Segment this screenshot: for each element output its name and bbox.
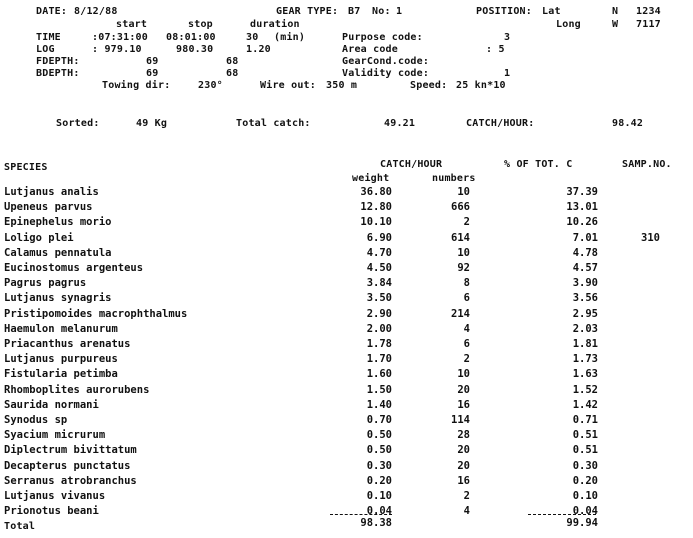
species-name: Calamus pennatula [4, 247, 112, 259]
species-name: Haemulon melanurum [4, 323, 118, 335]
fdepth-start: 69 [146, 56, 159, 67]
pct-of-total: 1.52 [572, 384, 598, 396]
pct-of-total: 0.51 [572, 444, 598, 456]
bdepth-label: BDEPTH: [36, 68, 80, 79]
numbers-subheader: numbers [432, 173, 476, 184]
pct-of-total: 0.04 [572, 505, 598, 517]
catch-weight: 0.70 [366, 414, 392, 426]
speed-label: Speed: [410, 80, 448, 91]
catch-weight: 2.00 [366, 323, 392, 335]
catch-weight: 0.20 [366, 475, 392, 487]
catch-numbers: 10 [457, 368, 470, 380]
catch-weight: 0.10 [366, 490, 392, 502]
pct-of-total: 0.51 [572, 429, 598, 441]
species-name: Epinephelus morio [4, 216, 112, 228]
catch-weight: 0.50 [366, 429, 392, 441]
total-label: Total [4, 521, 36, 532]
catch-numbers: 2 [463, 490, 470, 502]
species-name: Saurida normani [4, 399, 99, 411]
gearcond-code-label: GearCond.code: [342, 56, 430, 67]
catch-numbers: 666 [451, 201, 470, 213]
fdepth-label: FDEPTH: [36, 56, 80, 67]
catch-numbers: 20 [457, 460, 470, 472]
station-no-value: 1 [396, 6, 403, 17]
catch-weight: 1.78 [366, 338, 392, 350]
purpose-code-value: 3 [504, 32, 511, 43]
lat-label: Lat [542, 6, 561, 17]
lat-value: 1234 [636, 6, 661, 17]
date-label: DATE: [36, 6, 68, 17]
catch-weight: 3.84 [366, 277, 392, 289]
pct-of-total: 37.39 [566, 186, 598, 198]
weight-subheader: weight [352, 173, 390, 184]
towing-dir-value: 230° [198, 80, 223, 91]
catch-numbers: 16 [457, 399, 470, 411]
gear-type-value: B7 [348, 6, 361, 17]
catch-weight: 1.50 [366, 384, 392, 396]
gear-type-label: GEAR TYPE: [276, 6, 339, 17]
wire-out-value: 350 m [326, 80, 358, 91]
catch-numbers: 2 [463, 216, 470, 228]
species-name: Prionotus beani [4, 505, 99, 517]
catch-numbers: 20 [457, 444, 470, 456]
duration-column-label: duration [250, 19, 300, 30]
catch-numbers: 6 [463, 338, 470, 350]
time-label: TIME [36, 32, 61, 43]
catch-weight: 1.70 [366, 353, 392, 365]
purpose-code-label: Purpose code: [342, 32, 423, 43]
total-weight: 98.38 [360, 517, 392, 529]
pct-of-total: 10.26 [566, 216, 598, 228]
catch-weight: 6.90 [366, 232, 392, 244]
log-stop: 980.30 [176, 44, 214, 55]
catch-numbers: 4 [463, 505, 470, 517]
pct-of-total: 1.63 [572, 368, 598, 380]
catch-weight: 4.50 [366, 262, 392, 274]
pct-of-total: 4.57 [572, 262, 598, 274]
catch-weight: 36.80 [360, 186, 392, 198]
catch-numbers: 10 [457, 247, 470, 259]
long-hemisphere: W [612, 19, 619, 30]
catch-hour-value: 98.42 [612, 118, 644, 129]
species-name: Lutjanus synagris [4, 292, 112, 304]
total-catch-label: Total catch: [236, 118, 311, 129]
pct-of-total: 1.73 [572, 353, 598, 365]
pct-total-rule [528, 514, 596, 515]
time-start: :07:31:00 [92, 32, 148, 43]
pct-of-total: 0.71 [572, 414, 598, 426]
area-code-label: Area code [342, 44, 398, 55]
pct-of-total: 0.30 [572, 460, 598, 472]
catch-numbers: 614 [451, 232, 470, 244]
species-name: Serranus atrobranchus [4, 475, 137, 487]
log-start: : 979.10 [92, 44, 142, 55]
pct-of-total: 4.78 [572, 247, 598, 259]
species-column-header: SPECIES [4, 162, 48, 173]
pct-of-total: 0.10 [572, 490, 598, 502]
validity-code-value: 1 [504, 68, 511, 79]
pct-of-total: 13.01 [566, 201, 598, 213]
pct-of-total: 2.95 [572, 308, 598, 320]
species-name: Loligo plei [4, 232, 74, 244]
pct-of-total-column-header: % OF TOT. C [504, 159, 573, 170]
lat-hemisphere: N [612, 6, 619, 17]
catch-numbers: 20 [457, 384, 470, 396]
time-duration: 30 [246, 32, 259, 43]
species-name: Syacium micrurum [4, 429, 106, 441]
catch-weight: 12.80 [360, 201, 392, 213]
sorted-value: 49 Kg [136, 118, 168, 129]
catch-numbers: 114 [451, 414, 470, 426]
catch-numbers: 6 [463, 292, 470, 304]
catch-numbers: 8 [463, 277, 470, 289]
catch-weight: 0.04 [366, 505, 392, 517]
weight-total-rule [330, 514, 392, 515]
towing-dir-label: Towing dir: [102, 80, 171, 91]
fdepth-stop: 68 [226, 56, 239, 67]
species-name: Decapterus punctatus [4, 460, 131, 472]
sorted-label: Sorted: [56, 118, 100, 129]
start-column-label: start [116, 19, 148, 30]
area-code-value: : 5 [486, 44, 505, 55]
pct-of-total: 7.01 [572, 232, 598, 244]
species-name: Pagrus pagrus [4, 277, 87, 289]
species-name: Priacanthus arenatus [4, 338, 131, 350]
species-name: Fistularia petimba [4, 368, 118, 380]
wire-out-label: Wire out: [260, 80, 316, 91]
time-unit: (min) [274, 32, 306, 43]
catch-hour-label: CATCH/HOUR: [466, 118, 535, 129]
species-name: Eucinostomus argenteus [4, 262, 144, 274]
pct-of-total: 1.42 [572, 399, 598, 411]
catch-weight: 1.60 [366, 368, 392, 380]
species-name: Pristipomoides macrophthalmus [4, 308, 188, 320]
species-name: Lutjanus analis [4, 186, 99, 198]
long-label: Long [556, 19, 581, 30]
validity-code-label: Validity code: [342, 68, 430, 79]
catch-hour-column-header: CATCH/HOUR [380, 159, 443, 170]
pct-of-total: 3.56 [572, 292, 598, 304]
species-name: Synodus sp [4, 414, 68, 426]
catch-weight: 3.50 [366, 292, 392, 304]
log-label: LOG [36, 44, 55, 55]
station-no-label: No: [372, 6, 391, 17]
catch-numbers: 28 [457, 429, 470, 441]
catch-weight: 1.40 [366, 399, 392, 411]
species-name: Lutjanus purpureus [4, 353, 118, 365]
bdepth-start: 69 [146, 68, 159, 79]
catch-numbers: 2 [463, 353, 470, 365]
sample-no: 310 [641, 232, 660, 244]
date-value: 8/12/88 [74, 6, 118, 17]
species-name: Diplectrum bivittatum [4, 444, 137, 456]
species-name: Rhomboplites aurorubens [4, 384, 150, 396]
catch-numbers: 4 [463, 323, 470, 335]
sample-no-column-header: SAMP.NO. [622, 159, 672, 170]
catch-weight: 4.70 [366, 247, 392, 259]
catch-numbers: 92 [457, 262, 470, 274]
long-value: 7117 [636, 19, 661, 30]
bdepth-stop: 68 [226, 68, 239, 79]
speed-value: 25 kn*10 [456, 80, 506, 91]
catch-numbers: 214 [451, 308, 470, 320]
position-label: POSITION: [476, 6, 532, 17]
pct-of-total: 2.03 [572, 323, 598, 335]
log-duration: 1.20 [246, 44, 271, 55]
pct-of-total: 1.81 [572, 338, 598, 350]
species-name: Upeneus parvus [4, 201, 93, 213]
pct-of-total: 3.90 [572, 277, 598, 289]
stop-column-label: stop [188, 19, 213, 30]
time-stop: 08:01:00 [166, 32, 216, 43]
catch-numbers: 16 [457, 475, 470, 487]
catch-weight: 0.30 [366, 460, 392, 472]
catch-weight: 10.10 [360, 216, 392, 228]
catch-weight: 2.90 [366, 308, 392, 320]
catch-weight: 0.50 [366, 444, 392, 456]
catch-numbers: 10 [457, 186, 470, 198]
pct-of-total: 0.20 [572, 475, 598, 487]
total-catch-value: 49.21 [384, 118, 416, 129]
total-pct: 99.94 [566, 517, 598, 529]
species-name: Lutjanus vivanus [4, 490, 106, 502]
